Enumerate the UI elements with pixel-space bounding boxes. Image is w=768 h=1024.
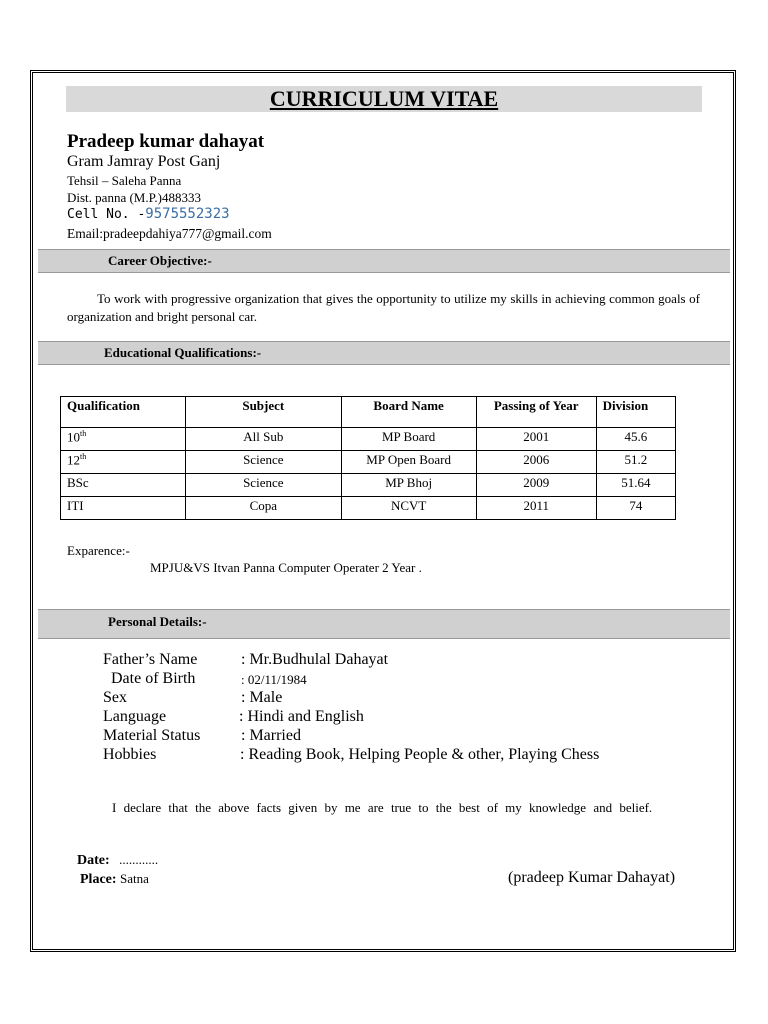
place-value: Satna bbox=[120, 871, 149, 886]
division-cell: 45.6 bbox=[596, 428, 675, 451]
sex-value: : Male bbox=[241, 689, 283, 706]
marital-status-label: Material Status bbox=[103, 727, 201, 744]
career-objective-header bbox=[38, 249, 730, 273]
language-value: : Hindi and English bbox=[239, 708, 364, 725]
table-row bbox=[61, 451, 676, 474]
qualification-cell: 12th bbox=[61, 451, 186, 474]
division-cell: 51.64 bbox=[596, 474, 675, 497]
division-cell: 74 bbox=[596, 497, 675, 520]
email: Email:pradeepdahiya777@gmail.com bbox=[67, 226, 272, 241]
subject-cell: Science bbox=[186, 474, 342, 497]
col-subject: Subject bbox=[186, 397, 342, 428]
board-cell: NCVT bbox=[341, 497, 476, 520]
declaration: I declare that the above facts given by me are true to the best of my knowledge and belief. bbox=[112, 800, 653, 815]
address-line-1: Gram Jamray Post Ganj bbox=[67, 153, 221, 170]
qualification-cell: ITI bbox=[61, 497, 186, 520]
division-cell: 51.2 bbox=[596, 451, 675, 474]
experience-text: MPJU&VS Itvan Panna Computer Operater 2 Year . bbox=[150, 560, 422, 575]
father-label: Father’s Name bbox=[103, 651, 198, 668]
col-division: Division bbox=[596, 397, 675, 428]
board-cell: MP Board bbox=[341, 428, 476, 451]
hobbies-label: Hobbies bbox=[103, 746, 157, 763]
address-line-2: Tehsil – Saleha Panna bbox=[67, 173, 182, 188]
dob-label: Date of Birth bbox=[111, 670, 196, 687]
date-line bbox=[77, 852, 158, 869]
candidate-name: Pradeep kumar dahayat bbox=[67, 131, 265, 152]
board-cell: MP Bhoj bbox=[341, 474, 476, 497]
hobbies-value: : Reading Book, Helping People & other, Playing Chess bbox=[240, 746, 600, 763]
table-row bbox=[61, 497, 676, 520]
table-row bbox=[61, 428, 676, 451]
board-cell: MP Open Board bbox=[341, 451, 476, 474]
qualification-cell: BSc bbox=[61, 474, 186, 497]
sex-label: Sex bbox=[103, 689, 127, 706]
col-board: Board Name bbox=[341, 397, 476, 428]
col-qualification: Qualification bbox=[61, 397, 186, 428]
cell-value: 9575552323 bbox=[145, 206, 230, 222]
father-value: : Mr.Budhulal Dahayat bbox=[241, 651, 389, 668]
place-line bbox=[80, 871, 149, 888]
place-label: Place: bbox=[80, 872, 117, 887]
cell-label: Cell No. - bbox=[67, 207, 146, 222]
qualification-cell: 10th bbox=[61, 428, 186, 451]
dob-value: : 02/11/1984 bbox=[241, 672, 307, 687]
date-label: Date: bbox=[77, 853, 110, 868]
cell-number bbox=[67, 206, 230, 222]
year-cell: 2006 bbox=[476, 451, 596, 474]
col-passing-year: Passing of Year bbox=[476, 397, 596, 428]
date-value: ............ bbox=[119, 852, 159, 867]
education-heading: Educational Qualifications:- bbox=[104, 345, 262, 360]
signature: (pradeep Kumar Dahayat) bbox=[508, 869, 676, 886]
education-header bbox=[38, 341, 730, 365]
marital-status-value: : Married bbox=[241, 727, 301, 744]
experience-label: Exparence:- bbox=[67, 543, 130, 558]
subject-cell: Copa bbox=[186, 497, 342, 520]
page-title: CURRICULUM VITAE bbox=[66, 86, 702, 112]
education-table bbox=[60, 396, 676, 520]
personal-details bbox=[103, 651, 703, 771]
table-row bbox=[61, 474, 676, 497]
year-cell: 2011 bbox=[476, 497, 596, 520]
year-cell: 2001 bbox=[476, 428, 596, 451]
subject-cell: Science bbox=[186, 451, 342, 474]
table-header-row bbox=[61, 397, 676, 428]
address-line-3: Dist. panna (M.P.)488333 bbox=[67, 190, 201, 205]
career-objective-text: To work with progressive organization that gives the opportunity to utilize my skills in achieving common goals of organization and bright personal car. bbox=[67, 291, 700, 324]
personal-details-heading: Personal Details:- bbox=[108, 614, 207, 629]
year-cell: 2009 bbox=[476, 474, 596, 497]
career-objective-heading: Career Objective:- bbox=[108, 253, 212, 268]
personal-details-header bbox=[38, 609, 730, 639]
subject-cell: All Sub bbox=[186, 428, 342, 451]
language-label: Language bbox=[103, 708, 167, 725]
